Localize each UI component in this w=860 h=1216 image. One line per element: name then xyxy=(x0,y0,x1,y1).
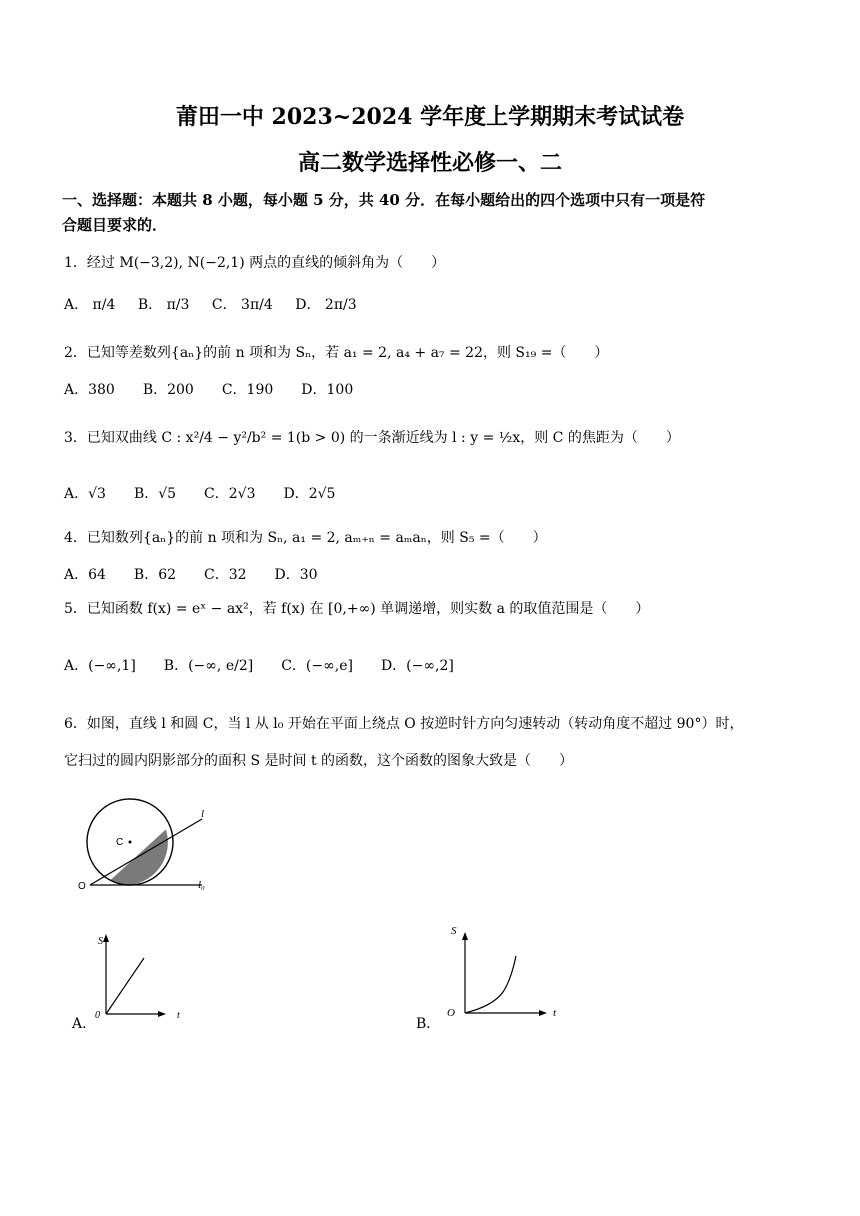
label-l0: l₀ xyxy=(198,879,205,891)
page-subtitle: 高二数学选择性必修一、二 xyxy=(297,150,562,176)
graph-a-origin: 0 xyxy=(95,1010,100,1021)
section-heading-line1: 一、选择题：本题共 8 小题，每小题 5 分，共 40 分．在每小题给出的四个选项中只有一项是符 xyxy=(62,191,706,209)
graph-b-xlabel: t xyxy=(553,1007,557,1019)
question-3-options: A．√3 B．√5 C．2√3 D．2√5 xyxy=(64,486,336,502)
question-2-options: A．380 B．200 C．190 D．100 xyxy=(64,382,354,398)
graph-b-curve xyxy=(465,956,516,1013)
q1-option-b: B． π/3 xyxy=(137,297,190,313)
question-3-text: 3．已知双曲线 C : x²/4 − y²/b² = 1(b > 0) 的一条渐近线为 l : y = ½x，则 C 的焦距为（ ） xyxy=(64,430,680,446)
label-l: l xyxy=(201,808,205,820)
question-4-options: A．64 B．62 C．32 D．30 xyxy=(64,567,318,583)
q1-option-a: A． π/4 xyxy=(64,297,116,313)
question-6-line2: 它扫过的圆内阴影部分的面积 S 是时间 t 的函数，这个函数的图象大致是（ ） xyxy=(64,753,574,769)
question-5-options: A．(−∞,1] B．(−∞, e/2] C．(−∞,e] D．(−∞,2] xyxy=(64,658,454,674)
graph-b-y-arrow xyxy=(462,932,468,940)
circle-line-figure xyxy=(70,785,230,895)
question-1-options xyxy=(64,294,375,314)
page-title: 莆田一中 2023~2024 学年度上学期期末考试试卷 xyxy=(175,104,685,130)
question-6-line1: 6．如图，直线 l 和圆 C，当 l 从 l₀ 开始在平面上绕点 O 按逆时针方向匀速转动（转动角度不超过 90°）时， xyxy=(64,716,744,732)
graph-a-x-arrow xyxy=(158,1011,166,1017)
graph-a-y-arrow xyxy=(103,934,109,942)
question-1-text: 1．经过 M(−3,2), N(−2,1) 两点的直线的倾斜角为（ ） xyxy=(64,255,446,271)
q1-option-d: D． 2π/3 xyxy=(295,297,357,313)
graph-b-x-arrow xyxy=(539,1010,547,1016)
label-c: C xyxy=(116,837,124,848)
q1-option-c: C． 3π/4 xyxy=(211,297,273,313)
graph-a-ylabel: S xyxy=(98,936,103,947)
graph-a-option-label: A． xyxy=(72,1016,97,1032)
graph-b-origin: O xyxy=(447,1007,455,1019)
graph-a-curve xyxy=(106,958,144,1014)
section-heading-line2: 合题目要求的． xyxy=(62,216,168,234)
graph-b-ylabel: S xyxy=(451,925,457,937)
question-5-text: 5．已知函数 f(x) = eˣ − ax²，若 f(x) 在 [0,+∞) 单调递增，则实数 a 的取值范围是（ ） xyxy=(64,601,650,617)
label-o: O xyxy=(78,881,86,892)
question-4-text: 4．已知数列{aₙ}的前 n 项和为 Sₙ, a₁ = 2, aₘ₊ₙ = aₘaₙ，则 S₅ =（ ） xyxy=(64,530,547,546)
graph-a-xlabel: t xyxy=(177,1010,180,1021)
graph-b-option-label: B． xyxy=(416,1016,441,1032)
graph-a xyxy=(92,928,192,1023)
graph-b xyxy=(443,918,568,1023)
question-2-text: 2．已知等差数列{aₙ}的前 n 项和为 Sₙ，若 a₁ = 2, a₄ + a₇ = 22，则 S₁₉ =（ ） xyxy=(64,345,609,361)
center-dot xyxy=(129,841,132,844)
